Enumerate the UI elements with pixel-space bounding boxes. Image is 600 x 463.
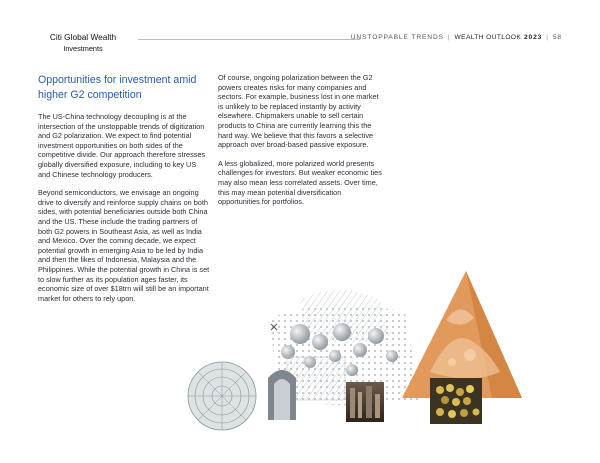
brand-name: Citi Global Wealth — [49, 32, 117, 42]
header-separator: | — [546, 34, 549, 41]
publication-title: WEALTH OUTLOOK — [454, 34, 522, 41]
publication-year: 2023 — [523, 34, 543, 41]
paragraph: The US-China technology decoupling is at the intersection of the unstoppable trends of digitization and G2 polarization. We expect to find potential investment opportunities on both sides of the competitive divide. Our approach therefore stresses globally diversified exposure, including to key US and Chinese technology producers. — [38, 112, 206, 179]
arch-illustration — [268, 370, 296, 420]
brand-subtitle: Investments — [63, 44, 103, 53]
page-number: 58 — [552, 34, 562, 41]
market-photo — [430, 378, 482, 424]
article-heading: Opportunities for investment amid higher G2 competition — [38, 74, 197, 101]
paragraph: A less globalized, more polarized world presents challenges for investors. But weaker economic ties may also mean less correlated assets. Over time, this may mean potential diversification opportunities for portfolios. — [218, 158, 382, 207]
paragraph: Beyond semiconductors, we envisage an ongoing drive to diversify and reinforce supply chains on both sides, with potential beneficiaries outside both China and the US. These include the trading partners of both G2 powers in Southeast Asia, as well as India and Mexico. Over the coming decade, we expect potential growth in emerging Asia to be led by India and then the likes of Indonesia, Malaysia and the Philippines. While the potential growth in China is set to slow further as its population ages faster, its economic size of over $18trn will still be an important market for others to rely upon. — [38, 188, 210, 303]
city-photo — [346, 382, 384, 422]
paragraph: Of course, ongoing polarization between the G2 powers creates risks for many companies and sectors. For example, business lost in one market is unlikely to be replaced instantly by activity elsewhere. Chipmakers unable to sell certain products to China are currently learning this the hard way. We believe that this favors a selective approach over broad-based passive exposure. — [218, 73, 379, 150]
header-separator: | — [447, 34, 451, 41]
section-title: UNSTOPPABLE TRENDS — [350, 34, 444, 41]
concentric-disc-illustration — [188, 362, 256, 430]
